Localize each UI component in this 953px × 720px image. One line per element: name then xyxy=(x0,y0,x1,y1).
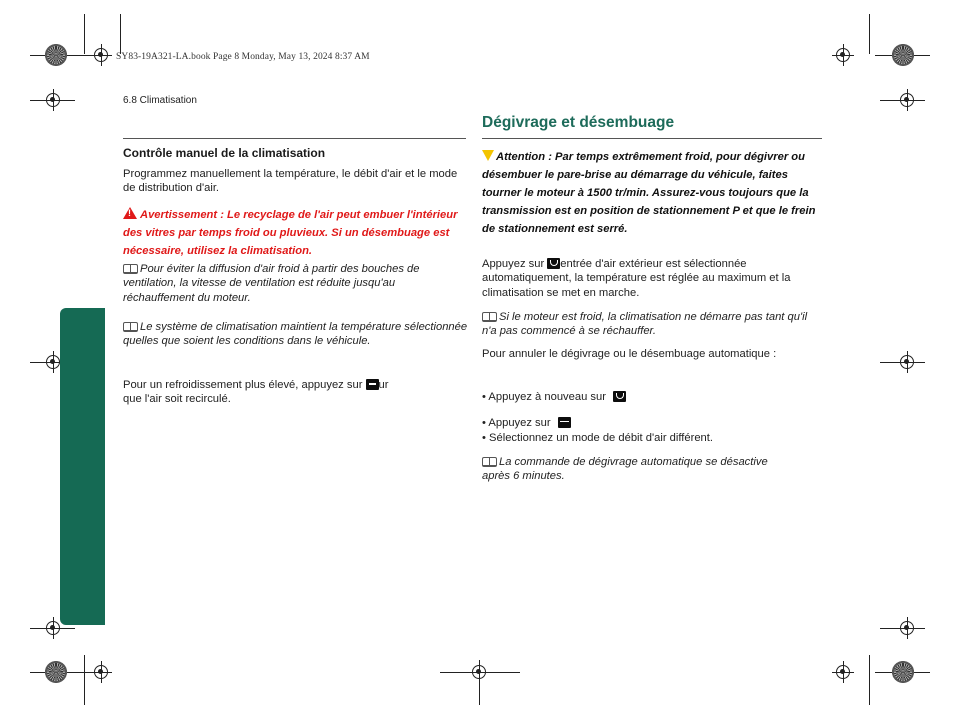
right-bullet-2 xyxy=(482,416,571,430)
bullet-text: • Appuyez sur xyxy=(482,417,551,429)
note-text: Le système de climatisation maintient la température sélectionnée quelles que soient les conditions dans le véhicule. xyxy=(123,321,468,348)
section-title: 6.8 Climatisation xyxy=(123,95,197,106)
note-text: La commande de dégivrage automatique se désactive après 6 minutes. xyxy=(482,456,768,483)
right-note-cold xyxy=(482,310,822,339)
right-heading: Dégivrage et désembuage xyxy=(482,114,675,131)
book-icon xyxy=(123,322,138,331)
crosshair-target xyxy=(46,355,60,369)
crosshair-target xyxy=(94,665,108,679)
print-file-header: SY83-19A321-LA.book Page 8 Monday, May 13, 2024 8:37 AM xyxy=(116,52,370,62)
chapter-tab xyxy=(60,308,105,625)
crosshair-target xyxy=(94,48,108,62)
right-note-auto xyxy=(482,455,782,484)
crosshair-target xyxy=(900,355,914,369)
crosshair-target xyxy=(900,621,914,635)
recirc-text-before: Pour un refroidissement plus élevé, appuyez sur xyxy=(123,379,363,391)
left-note-2 xyxy=(123,320,468,349)
right-bullet-3: • Sélectionnez un mode de débit d'air différent. xyxy=(482,432,713,444)
press-text-after: entrée d'air extérieur est sélectionnée automatiquement, la température est réglée au maximum et la climatisation se met en marche. xyxy=(482,258,791,299)
book-icon xyxy=(482,457,497,466)
left-heading: Contrôle manuel de la climatisation xyxy=(123,146,326,160)
book-icon xyxy=(123,264,138,273)
left-recirc-instruction xyxy=(123,378,468,407)
registration-rosette xyxy=(892,661,914,683)
defrost-button-icon xyxy=(547,258,560,269)
right-rule xyxy=(482,138,822,139)
left-note-1 xyxy=(123,262,468,305)
right-press-instruction xyxy=(482,257,822,300)
warning-text: Avertissement : Le recyclage de l'air peut embuer l'intérieur des vitres par temps froid ou pluvieux. Si un désembuage est nécessaire, utilisez la climatisation. xyxy=(123,209,458,257)
left-rule xyxy=(123,138,466,139)
recirc-text-line2: que l'air soit recirculé. xyxy=(123,393,231,406)
crosshair-target xyxy=(472,665,486,679)
note-text: Pour éviter la diffusion d'air froid à partir des bouches de ventilation, la vitesse de ventilation est réduite jusqu'au réchauffement du moteur. xyxy=(123,263,420,304)
registration-rosette xyxy=(892,44,914,66)
crosshair-target xyxy=(836,48,850,62)
crosshair-target xyxy=(900,93,914,107)
defrost-button-icon xyxy=(613,391,626,402)
left-intro: Programmez manuellement la température, le débit d'air et le mode de distribution d'air. xyxy=(123,168,458,195)
warning-triangle-icon xyxy=(123,207,137,219)
caution-icon xyxy=(482,150,493,161)
crosshair-target xyxy=(836,665,850,679)
crosshair-target xyxy=(46,93,60,107)
press-text-before: Appuyez sur xyxy=(482,258,545,270)
crosshair-target xyxy=(46,621,60,635)
attention-text: Attention : Par temps extrêmement froid, pour dégivrer ou désembuer le pare-brise au démarrage du véhicule, faites tourner le moteur à 1500 tr/min. Assurez-vous toujours que la transmission est en position de stationnement P et que le frein de stationnement est serré. xyxy=(482,151,816,235)
left-warning xyxy=(123,205,463,259)
registration-rosette xyxy=(45,44,67,66)
right-bullet-1 xyxy=(482,390,626,404)
bullet-text: • Appuyez à nouveau sur xyxy=(482,391,606,403)
recirculation-button-icon xyxy=(366,379,379,390)
recirc-text-after: ur xyxy=(378,379,389,391)
registration-rosette xyxy=(45,661,67,683)
right-attention xyxy=(482,147,817,237)
auto-button-icon xyxy=(558,417,571,428)
right-cancel-intro: Pour annuler le dégivrage ou le désembuage automatique : xyxy=(482,348,777,360)
note-text: Si le moteur est froid, la climatisation ne démarre pas tant qu'il n'a pas commencé à se réchauffer. xyxy=(482,311,808,338)
book-icon xyxy=(482,312,497,321)
